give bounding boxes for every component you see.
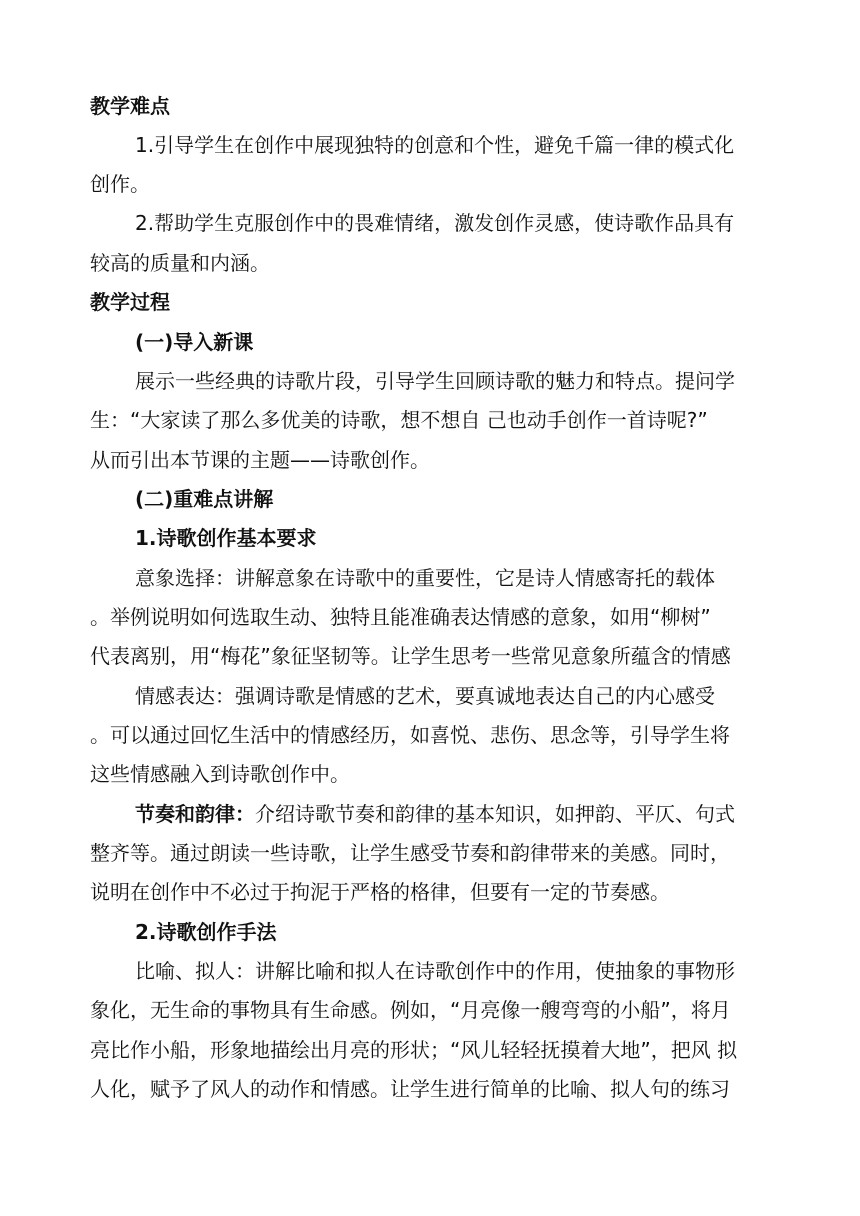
intro-heading: (一)导入新课 [135, 330, 254, 354]
paragraph-line: 整齐等。通过朗读一些诗歌，让学生感受节奏和韵律带来的美感。同时， [90, 841, 730, 865]
techniques-heading: 2.诗歌创作手法 [135, 920, 277, 944]
difficulty-heading: 教学难点 [90, 94, 170, 118]
paragraph-line: 意象选择：讲解意象在诗歌中的重要性，它是诗人情感寄托的载体 [135, 566, 715, 590]
paragraph-line: 象化，无生命的事物具有生命感。例如，“月亮像一艘弯弯的小船”，将月 [90, 998, 731, 1022]
paragraph-line: 说明在创作中不必过于拘泥于严格的格律，但要有一定的节奏感。 [90, 880, 670, 904]
paragraph-line: 创作。 [90, 172, 150, 196]
requirements-heading: 1.诗歌创作基本要求 [135, 526, 317, 550]
process-heading: 教学过程 [90, 290, 170, 314]
paragraph-line: 。举例说明如何选取生动、独特且能准确表达情感的意象，如用“柳树” [90, 605, 711, 629]
paragraph-line: 。可以通过回忆生活中的情感经历，如喜悦、悲伤、思念等，引导学生将 [90, 723, 730, 747]
paragraph-line: 生：“大家读了那么多优美的诗歌，想不想自 己也动手创作一首诗呢?” [90, 408, 708, 432]
key-heading: (二)重难点讲解 [135, 487, 274, 511]
paragraph-line: 从而引出本节课的主题——诗歌创作。 [90, 448, 430, 472]
paragraph-line: 人化，赋予了风人的动作和情感。让学生进行简单的比喻、拟人句的练习 [90, 1077, 730, 1101]
paragraph-line [135, 801, 735, 827]
paragraph-line: 2.帮助学生克服创作中的畏难情绪，激发创作灵感，使诗歌作品具有 [135, 211, 735, 235]
paragraph-line: 1.引导学生在创作中展现独特的创意和个性，避免千篇一律的模式化 [135, 133, 735, 157]
paragraph-line: 展示一些经典的诗歌片段，引导学生回顾诗歌的魅力和特点。提问学 [135, 369, 735, 393]
paragraph-line: 这些情感融入到诗歌创作中。 [90, 762, 350, 786]
paragraph-line: 亮比作小船，形象地描绘出月亮的形状；“风儿轻轻抚摸着大地”，把风 拟 [90, 1038, 738, 1062]
rhythm-text: 介绍诗歌节奏和韵律的基本知识，如押韵、平仄、句式 [255, 802, 735, 826]
paragraph-line: 代表离别，用“梅花”象征坚韧等。让学生思考一些常见意象所蕴含的情感 [90, 644, 731, 668]
paragraph-line: 比喻、拟人：讲解比喻和拟人在诗歌创作中的作用，使抽象的事物形 [135, 959, 735, 983]
paragraph-line: 较高的质量和内涵。 [90, 251, 270, 275]
paragraph-line: 情感表达：强调诗歌是情感的艺术，要真诚地表达自己的内心感受 [135, 684, 715, 708]
rhythm-label: 节奏和韵律： [135, 802, 255, 826]
